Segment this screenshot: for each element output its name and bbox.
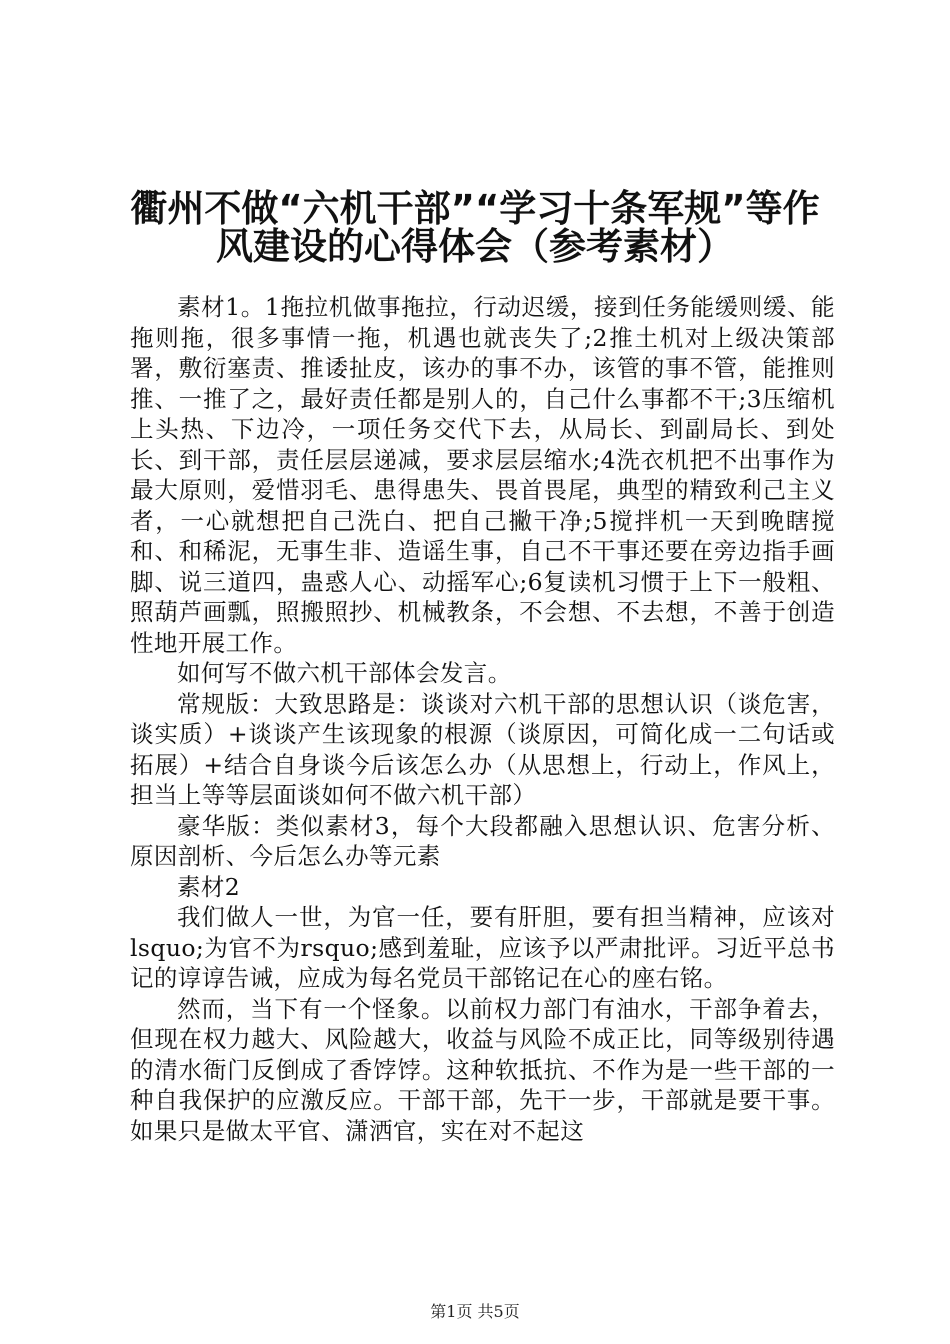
paragraph-material-2-body-2: 然而，当下有一个怪象。以前权力部门有油水，干部争着去，但现在权力越大、风险越大，收益与风险不成正比，同等级别待遇的清水衙门反倒成了香饽饽。这种软抵抗、不作为是一些干部的一种自我保护的应激反应。干部干部，先干一步，干部就是要干事。如果只是做太平官、潇洒官，实在对不起这 <box>130 994 835 1145</box>
paragraph-material-1: 素材1。1拖拉机做事拖拉，行动迟缓，接到任务能缓则缓、能拖则拖，很多事情一拖，机遇也就丧失了;2推土机对上级决策部署，敷衍塞责、推诿扯皮，该办的事不办，该管的事不管，能推则推、一推了之，最好责任都是别人的，自己什么事都不干;3压缩机上头热、下边冷，一项任务交代下去，从局长、到副局长、到处长、到干部，责任层层递减，要求层层缩水;4洗衣机把不出事作为最大原则，爱惜羽毛、患得患失、畏首畏尾，典型的精致利己主义者，一心就想把自己洗白、把自己撇干净;5搅拌机一天到晚瞎搅和、和稀泥，无事生非、造谣生事，自己不干事还要在旁边指手画脚、说三道四，蛊惑人心、动摇军心;6复读机习惯于上下一般粗、照葫芦画瓢，照搬照抄、机械教条，不会想、不去想，不善于创造性地开展工作。 <box>130 293 835 657</box>
paragraph-material-2-body-1: 我们做人一世，为官一任，要有肝胆，要有担当精神，应该对lsquo;为官不为rsquo;感到羞耻，应该予以严肃批评。习近平总书记的谆谆告诫，应成为每名党员干部铭记在心的座右铭。 <box>130 903 835 992</box>
paragraph-material-2-heading: 素材2 <box>177 872 241 901</box>
paragraph-how-to-write: 如何写不做六机干部体会发言。 <box>177 659 512 687</box>
document-body <box>130 292 835 1146</box>
paragraph-regular-version: 常规版：大致思路是：谈谈对六机干部的思想认识（谈危害，谈实质）+谈谈产生该现象的根源（谈原因，可简化成一二句话或拓展）+结合自身谈今后该怎么办（从思想上，行动上，作风上，担当上等等层面谈如何不做六机干部） <box>130 689 835 809</box>
document-title-line-2: 风建设的心得体会（参考素材） <box>216 225 734 268</box>
document-title-line-1: 衢州不做“六机干部”“学习十条军规”等作 <box>130 187 820 230</box>
paragraph-deluxe-version: 豪华版：类似素材3，每个大段都融入思想认识、危害分析、原因剖析、今后怎么办等元素 <box>130 811 835 870</box>
page-number-footer: 第1页 共5页 <box>430 1302 520 1321</box>
